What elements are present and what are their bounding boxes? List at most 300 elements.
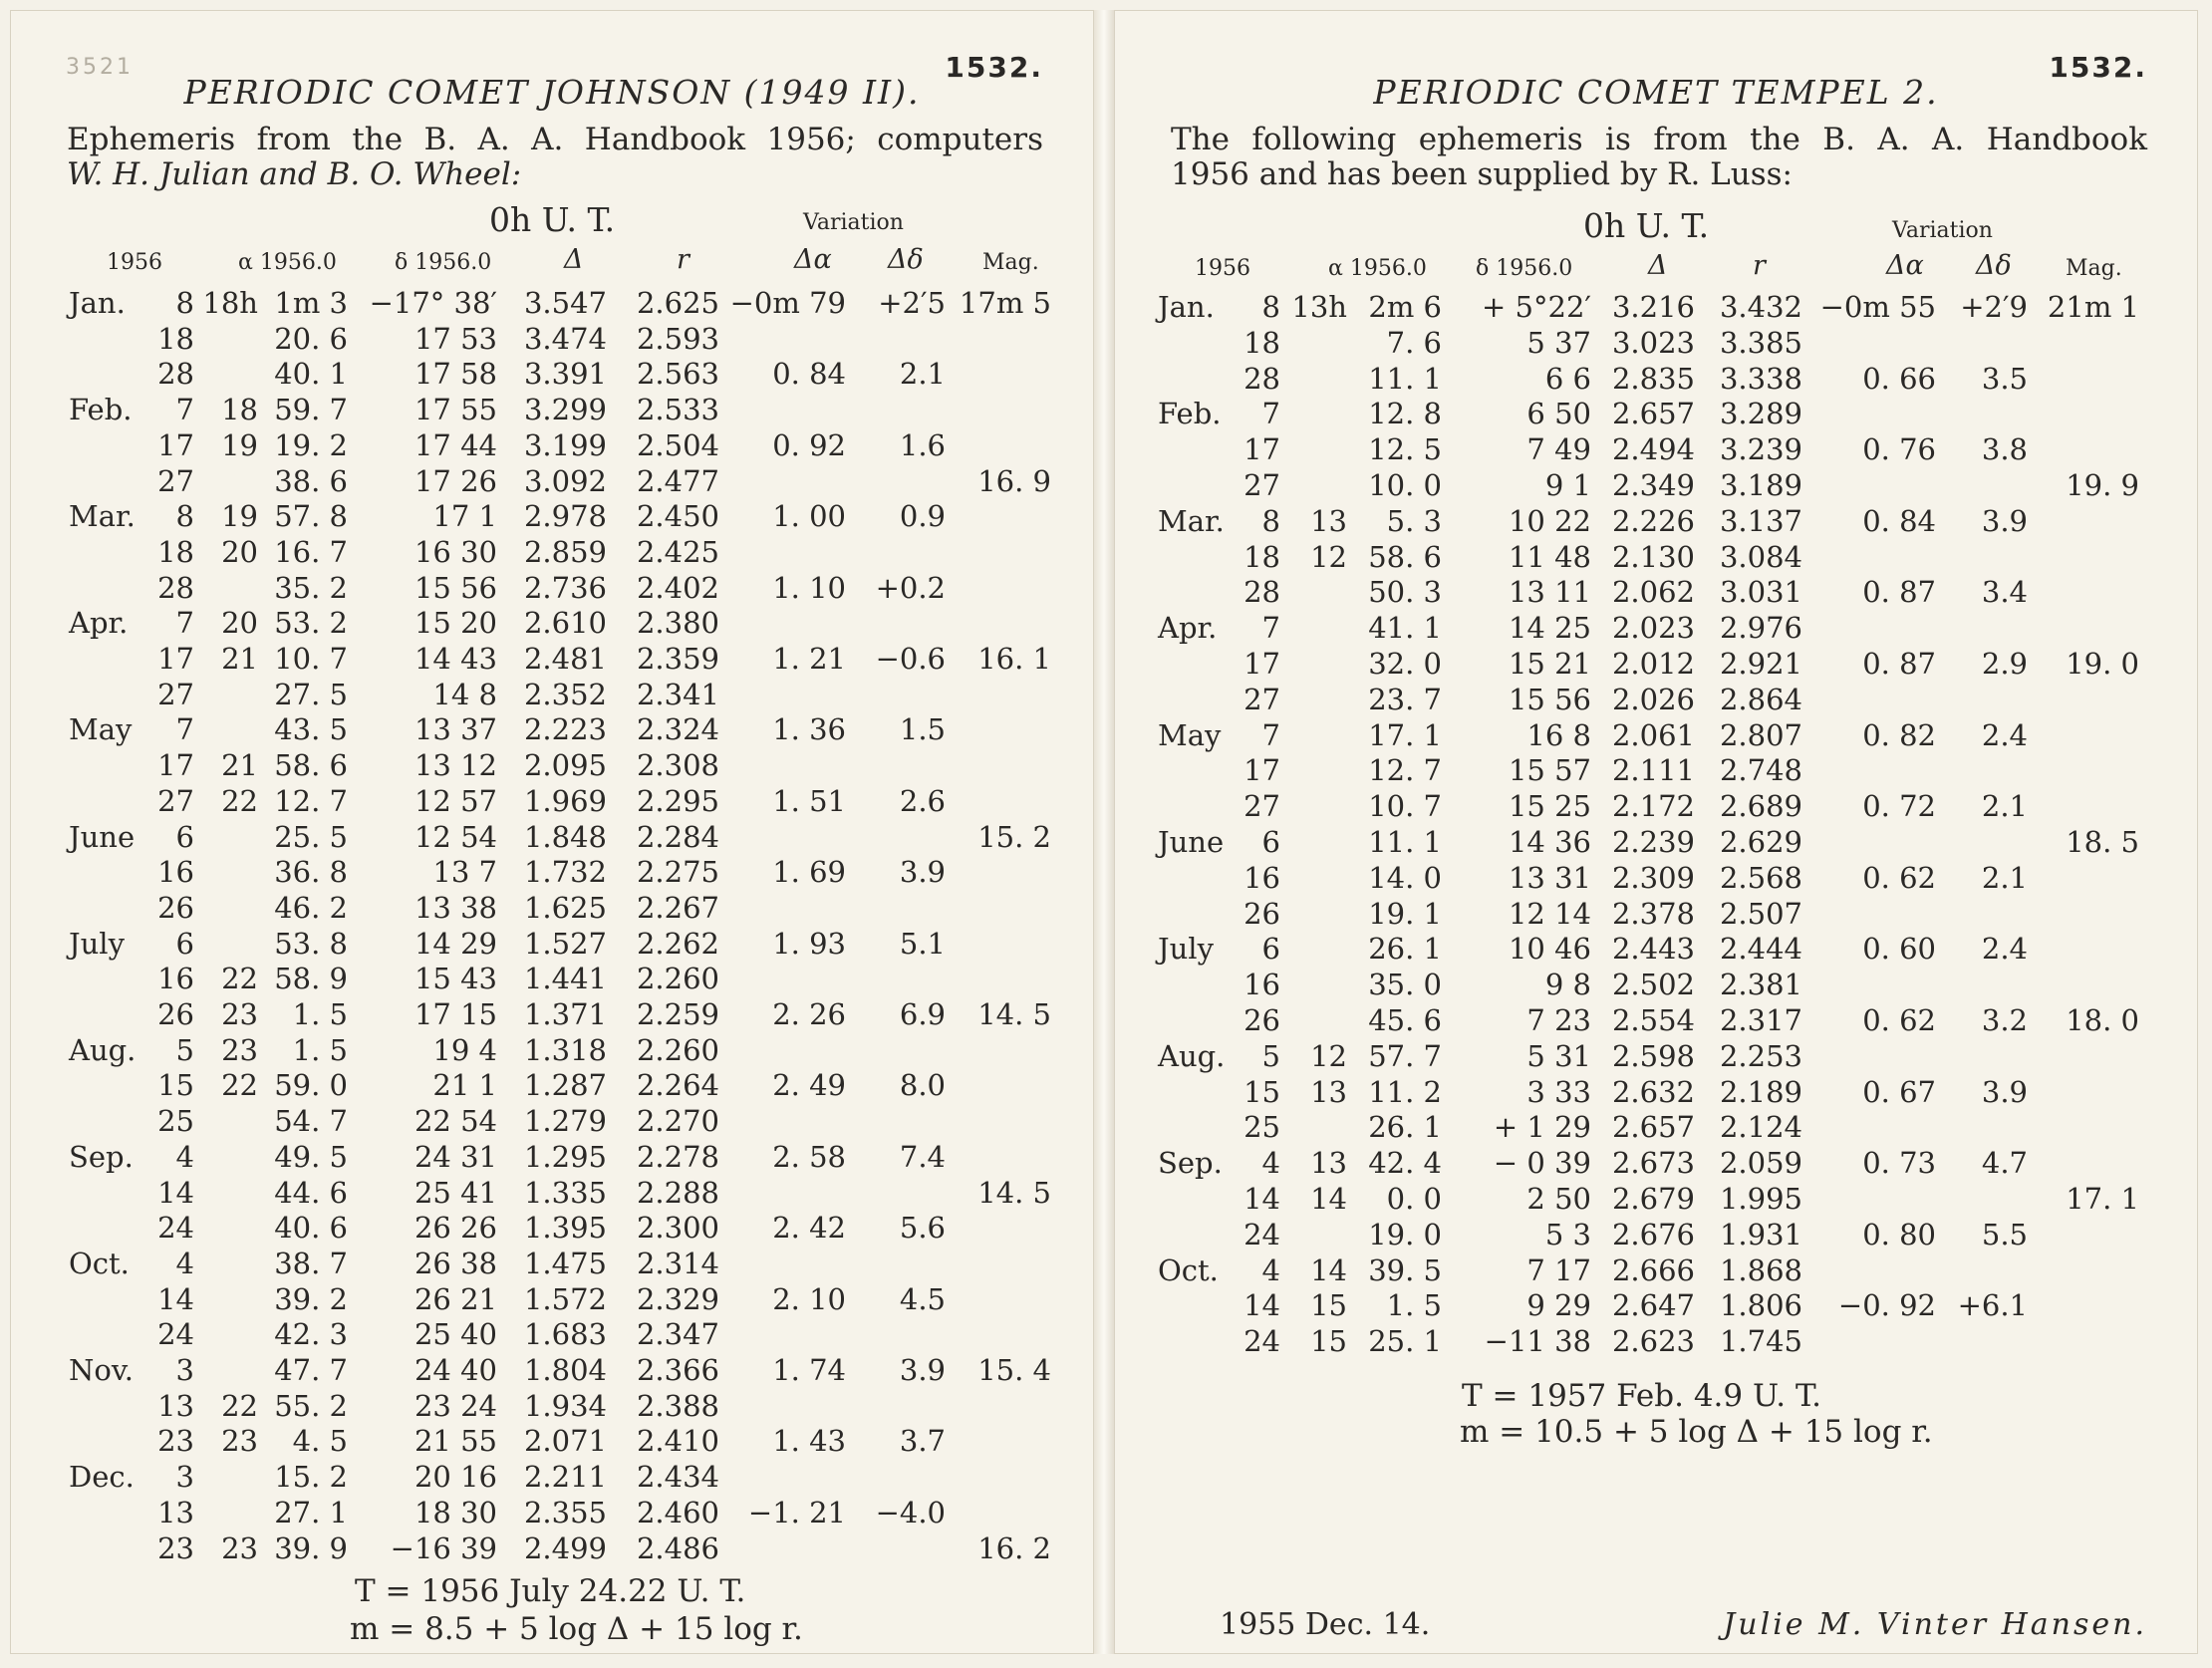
table-cell: 25 — [157, 1104, 194, 1139]
table-row — [11, 784, 1093, 819]
table-row — [11, 464, 1093, 499]
table-cell: 4. 5 — [292, 1424, 348, 1459]
table-cell: 15 — [1310, 1288, 1347, 1323]
table-cell: 7 — [175, 712, 194, 747]
table-cell: 42. 4 — [1368, 1146, 1442, 1181]
table-cell: 2.563 — [636, 357, 719, 392]
table-cell: 1.572 — [523, 1281, 607, 1316]
table-cell: 18. 0 — [2066, 1003, 2139, 1037]
table-cell: 15 — [1310, 1324, 1347, 1359]
table-cell: 16 30 — [414, 534, 497, 569]
table-cell: 26 26 — [414, 1211, 497, 1246]
table-row — [11, 820, 1093, 855]
table-cell: 1.335 — [523, 1175, 607, 1210]
table-cell: 11. 1 — [1368, 361, 1442, 396]
table-cell: 0. 84 — [1862, 503, 1936, 538]
table-cell: 14 — [1244, 1288, 1280, 1323]
table-cell: 47. 7 — [274, 1353, 348, 1387]
table-cell: 2.502 — [1611, 968, 1695, 1002]
table-cell: 15 — [157, 1068, 194, 1103]
table-cell: 3.5 — [1981, 361, 2028, 396]
table-row — [11, 678, 1093, 712]
table-cell: 24 — [1244, 1324, 1280, 1359]
table-cell: 44. 6 — [274, 1175, 348, 1210]
table-cell: 2.1 — [1981, 789, 2028, 824]
table-row — [1115, 897, 2197, 932]
table-cell: 14. 0 — [1368, 860, 1442, 895]
table-cell: 3.9 — [1981, 1074, 2028, 1109]
table-cell: 2.381 — [1719, 968, 1802, 1002]
column-header: Δδ — [888, 244, 924, 275]
table-row — [11, 322, 1093, 357]
table-cell: 38. 7 — [274, 1246, 348, 1280]
table-row — [11, 712, 1093, 747]
table-cell: 1.527 — [523, 926, 607, 961]
table-cell: 2.270 — [636, 1104, 719, 1139]
table-cell: 8 — [175, 286, 194, 320]
table-cell: 14 — [1310, 1252, 1347, 1287]
table-cell: 16. 7 — [274, 534, 348, 569]
table-cell: 1.683 — [523, 1317, 607, 1352]
table-cell: 1.395 — [523, 1211, 607, 1246]
table-cell: 2.9 — [1981, 647, 2028, 681]
column-header: δ 1956.0 — [1476, 256, 1573, 281]
table-cell: 45. 6 — [1368, 1003, 1442, 1037]
table-cell: 13 — [157, 1495, 194, 1529]
table-row — [11, 535, 1093, 570]
table-cell: 2.748 — [1719, 753, 1802, 788]
table-cell: −0.6 — [875, 642, 946, 676]
table-cell: 17. 1 — [1368, 717, 1442, 752]
table-cell: 2.443 — [1611, 932, 1695, 967]
column-header: Δ — [564, 244, 584, 275]
perihelion-time: T = 1957 Feb. 4.9 U. T. — [1462, 1378, 1821, 1414]
table-cell: 0. 66 — [1862, 361, 1936, 396]
table-cell: 0. 62 — [1862, 860, 1936, 895]
table-cell: 16. 9 — [977, 463, 1051, 498]
table-cell: Aug. — [1158, 1038, 1226, 1073]
table-cell: 2.460 — [636, 1495, 719, 1529]
table-cell: 19. 1 — [1368, 896, 1442, 931]
table-cell: 2.679 — [1611, 1182, 1695, 1216]
table-cell: 26 38 — [414, 1246, 497, 1280]
table-cell: 16 — [1244, 860, 1280, 895]
table-cell: 3.023 — [1611, 325, 1695, 360]
card-number: 1532. — [2049, 51, 2147, 84]
table-cell: 17 44 — [414, 427, 497, 462]
table-cell: 3.2 — [1981, 1003, 2028, 1037]
table-cell: 1. 5 — [1386, 1288, 1442, 1323]
table-cell: 7 — [175, 606, 194, 641]
table-cell: 42. 3 — [274, 1317, 348, 1352]
table-cell: 18 — [157, 321, 194, 356]
table-cell: 2.355 — [523, 1495, 607, 1529]
table-row — [11, 571, 1093, 606]
table-cell: 8 — [1261, 503, 1280, 538]
table-cell: 5.6 — [899, 1211, 946, 1246]
table-cell: 28 — [1244, 361, 1280, 396]
table-cell: 17 58 — [414, 357, 497, 392]
table-cell: 0. 82 — [1862, 717, 1936, 752]
table-cell: 10. 7 — [1368, 789, 1442, 824]
table-cell: 3 33 — [1526, 1074, 1591, 1109]
table-cell: 2.402 — [636, 570, 719, 605]
table-row — [11, 1140, 1093, 1175]
table-cell: 18 — [157, 534, 194, 569]
table-cell: 15 56 — [1508, 682, 1591, 716]
table-cell: 14 — [1244, 1182, 1280, 1216]
table-cell: 8 — [1261, 290, 1280, 324]
table-cell: 2.978 — [523, 499, 607, 534]
table-cell: 58. 6 — [274, 748, 348, 783]
table-cell: 16 — [157, 962, 194, 996]
table-cell: Mar. — [1158, 503, 1225, 538]
table-row — [11, 891, 1093, 926]
table-cell: June — [69, 819, 136, 854]
table-row — [11, 1033, 1093, 1068]
table-cell: 1.625 — [523, 890, 607, 925]
table-cell: 2.262 — [636, 926, 719, 961]
table-cell: 2.308 — [636, 748, 719, 783]
table-cell: 1. 00 — [772, 499, 846, 534]
table-cell: 14. 5 — [977, 1175, 1051, 1210]
table-cell: 2.267 — [636, 890, 719, 925]
table-cell: 1.6 — [899, 427, 946, 462]
table-cell: 1.5 — [899, 712, 946, 747]
table-cell: 17 53 — [414, 321, 497, 356]
table-cell: Oct. — [69, 1246, 130, 1280]
table-cell: 1.931 — [1719, 1217, 1802, 1251]
table-cell: 3.9 — [899, 1353, 946, 1387]
table-cell: 7 49 — [1526, 432, 1591, 467]
table-cell: 2.366 — [636, 1353, 719, 1387]
table-row — [1115, 1253, 2197, 1288]
table-cell: 14. 5 — [977, 997, 1051, 1031]
table-cell: 43. 5 — [274, 712, 348, 747]
table-cell: 27 — [157, 463, 194, 498]
table-cell: 14 36 — [1508, 825, 1591, 859]
table-cell: 0. 60 — [1862, 932, 1936, 967]
table-cell: 27 — [1244, 468, 1280, 502]
table-cell: 18 30 — [414, 1495, 497, 1529]
table-cell: 5 31 — [1526, 1038, 1591, 1073]
table-row — [1115, 1288, 2197, 1323]
table-cell: 2.629 — [1719, 825, 1802, 859]
table-cell: 35. 0 — [1368, 968, 1442, 1002]
table-cell: 20 16 — [414, 1460, 497, 1495]
table-cell: 2. 42 — [772, 1211, 846, 1246]
table-cell: 0. 67 — [1862, 1074, 1936, 1109]
column-header: Δ — [1648, 250, 1668, 281]
table-cell: 26. 1 — [1368, 932, 1442, 967]
table-cell: 1.475 — [523, 1246, 607, 1280]
table-cell: +2′9 — [1960, 290, 2028, 324]
table-cell: 24 — [157, 1211, 194, 1246]
table-cell: 4 — [1261, 1252, 1280, 1287]
table-cell: 2.4 — [1981, 717, 2028, 752]
table-cell: 2.259 — [636, 997, 719, 1031]
table-row — [11, 1211, 1093, 1246]
table-cell: +0.2 — [875, 570, 946, 605]
intro-line-1: Ephemeris from the B. A. A. Handbook 1956; computers — [67, 122, 1043, 157]
table-cell: 57. 8 — [274, 499, 348, 534]
card-johnson — [10, 10, 1094, 1654]
table-cell: 15 57 — [1508, 753, 1591, 788]
table-cell: 2.6 — [899, 783, 946, 818]
table-cell: 3.7 — [899, 1424, 946, 1459]
table-cell: 19. 0 — [1368, 1217, 1442, 1251]
table-cell: 13h — [1291, 290, 1347, 324]
table-row — [1115, 611, 2197, 646]
table-cell: 7.4 — [899, 1139, 946, 1174]
table-row — [1115, 540, 2197, 575]
table-cell: 0. 72 — [1862, 789, 1936, 824]
table-row — [11, 1496, 1093, 1530]
table-cell: 28 — [157, 357, 194, 392]
card-tempel — [1114, 10, 2198, 1654]
column-header: α 1956.0 — [1328, 256, 1427, 281]
column-header: r — [1753, 250, 1766, 281]
table-row — [11, 855, 1093, 890]
table-cell: 2.226 — [1611, 503, 1695, 538]
table-cell: 32. 0 — [1368, 647, 1442, 681]
table-cell: −1. 21 — [747, 1495, 846, 1529]
table-row — [11, 1176, 1093, 1211]
table-cell: 13 — [1310, 1074, 1347, 1109]
table-cell: 13 31 — [1508, 860, 1591, 895]
table-cell: 17 — [1244, 432, 1280, 467]
table-cell: 0. 80 — [1862, 1217, 1936, 1251]
table-cell: 5 37 — [1526, 325, 1591, 360]
card-fold — [1094, 10, 1114, 1654]
table-cell: 1. 51 — [772, 783, 846, 818]
table-cell: 1. 21 — [772, 642, 846, 676]
table-row — [1115, 861, 2197, 896]
table-cell: 5 3 — [1544, 1217, 1591, 1251]
table-cell: 2. 10 — [772, 1281, 846, 1316]
table-cell: 12 — [1310, 539, 1347, 574]
column-header: 1956 — [107, 250, 162, 275]
table-cell: 23 24 — [414, 1388, 497, 1423]
table-cell: May — [1158, 717, 1222, 752]
table-cell: 2.444 — [1719, 932, 1802, 967]
table-cell: 8.0 — [899, 1068, 946, 1103]
magnitude-formula: m = 10.5 + 5 log Δ + 15 log r. — [1460, 1414, 1933, 1450]
table-cell: 15 43 — [414, 962, 497, 996]
table-cell: 2.1 — [1981, 860, 2028, 895]
table-cell: 2.568 — [1719, 860, 1802, 895]
table-cell: 2.380 — [636, 606, 719, 641]
column-header: α 1956.0 — [238, 250, 337, 275]
table-row — [11, 1247, 1093, 1281]
table-cell: 2.736 — [523, 570, 607, 605]
table-cell: 1.732 — [523, 855, 607, 890]
table-cell: 2. 26 — [772, 997, 846, 1031]
table-cell: 17 26 — [414, 463, 497, 498]
table-cell: 2.499 — [523, 1530, 607, 1565]
table-cell: − 0 39 — [1493, 1146, 1591, 1181]
table-row — [11, 997, 1093, 1032]
table-cell: 2.632 — [1611, 1074, 1695, 1109]
table-cell: 5.5 — [1981, 1217, 2028, 1251]
table-cell: 24 — [157, 1317, 194, 1352]
table-cell: 14 25 — [1508, 611, 1591, 646]
table-row — [1115, 1003, 2197, 1038]
table-cell: +2′5 — [878, 286, 946, 320]
table-cell: 15 56 — [414, 570, 497, 605]
table-cell: 24 31 — [414, 1139, 497, 1174]
table-cell: 3.289 — [1719, 397, 1802, 431]
table-cell: 14 43 — [414, 642, 497, 676]
table-cell: Apr. — [69, 606, 129, 641]
table-cell: 3.9 — [899, 855, 946, 890]
table-cell: 2.507 — [1719, 896, 1802, 931]
table-row — [11, 1460, 1093, 1495]
table-cell: 2.378 — [1611, 896, 1695, 931]
table-cell: 1.806 — [1719, 1288, 1802, 1323]
table-row — [1115, 1039, 2197, 1074]
table-cell: 7 — [175, 393, 194, 427]
table-cell: Sep. — [69, 1139, 134, 1174]
table-cell: 5 — [175, 1032, 194, 1067]
table-cell: 2.4 — [1981, 932, 2028, 967]
table-cell: 27 — [1244, 789, 1280, 824]
table-cell: 2.309 — [1611, 860, 1695, 895]
table-cell: 55. 2 — [274, 1388, 348, 1423]
table-cell: 2.260 — [636, 1032, 719, 1067]
table-cell: 23 — [221, 1530, 258, 1565]
table-cell: 2.864 — [1719, 682, 1802, 716]
table-cell: 22 — [221, 1388, 258, 1423]
table-row — [11, 1389, 1093, 1424]
table-cell: 4.7 — [1981, 1146, 2028, 1181]
table-cell: 3.137 — [1719, 503, 1802, 538]
table-cell: 21 1 — [432, 1068, 497, 1103]
table-cell: 11. 1 — [1368, 825, 1442, 859]
table-row — [1115, 1146, 2197, 1181]
table-cell: 1.804 — [523, 1353, 607, 1387]
table-cell: 18. 5 — [2066, 825, 2139, 859]
table-cell: 3.474 — [523, 321, 607, 356]
table-cell: 25. 1 — [1368, 1324, 1442, 1359]
table-cell: 1.868 — [1719, 1252, 1802, 1287]
table-cell: 41. 1 — [1368, 611, 1442, 646]
table-row — [1115, 397, 2197, 431]
table-cell: 15. 4 — [977, 1353, 1051, 1387]
table-cell: 2.300 — [636, 1211, 719, 1246]
table-cell: 6 — [175, 819, 194, 854]
table-cell: 2.288 — [636, 1175, 719, 1210]
table-cell: 2.059 — [1719, 1146, 1802, 1181]
table-cell: 36. 8 — [274, 855, 348, 890]
table-row — [1115, 1324, 2197, 1359]
table-cell: Feb. — [69, 393, 133, 427]
table-cell: 19 4 — [432, 1032, 497, 1067]
table-cell: 2.388 — [636, 1388, 719, 1423]
table-cell: 12 57 — [414, 783, 497, 818]
table-row — [11, 962, 1093, 996]
table-cell: 13 38 — [414, 890, 497, 925]
table-cell: 2.324 — [636, 712, 719, 747]
variation-header: Variation — [803, 210, 904, 235]
table-cell: 2.486 — [636, 1530, 719, 1565]
table-cell: 1.934 — [523, 1388, 607, 1423]
table-cell: 18 — [1244, 325, 1280, 360]
table-cell: −4.0 — [875, 1495, 946, 1529]
table-cell: 26 — [157, 890, 194, 925]
table-cell: 0. 0 — [1386, 1182, 1442, 1216]
table-cell: 23 — [157, 1530, 194, 1565]
table-cell: 11. 2 — [1368, 1074, 1442, 1109]
table-cell: 2.625 — [636, 286, 719, 320]
footer-signature: Julie M. Vinter Hansen. — [1723, 1607, 2147, 1642]
table-cell: 3.8 — [1981, 432, 2028, 467]
table-cell: 2.676 — [1611, 1217, 1695, 1251]
table-cell: 8 — [175, 499, 194, 534]
table-cell: 19 — [221, 499, 258, 534]
table-cell: 19. 9 — [2066, 468, 2139, 502]
table-cell: 1. 69 — [772, 855, 846, 890]
table-cell: 1.848 — [523, 819, 607, 854]
table-cell: 17 — [157, 748, 194, 783]
table-cell: 2.807 — [1719, 717, 1802, 752]
table-cell: 16 — [1244, 968, 1280, 1002]
table-cell: 12. 5 — [1368, 432, 1442, 467]
table-cell: 2.976 — [1719, 611, 1802, 646]
table-cell: 2.410 — [636, 1424, 719, 1459]
table-cell: 17. 1 — [2066, 1182, 2139, 1216]
table-cell: 27 — [157, 783, 194, 818]
table-cell: 25 — [1244, 1110, 1280, 1145]
table-cell: 1.969 — [523, 783, 607, 818]
table-cell: 0. 62 — [1862, 1003, 1936, 1037]
table-cell: 1. 5 — [292, 1032, 348, 1067]
table-cell: 5 — [1261, 1038, 1280, 1073]
table-cell: + 1 29 — [1493, 1110, 1591, 1145]
page-title: PERIODIC COMET JOHNSON (1949 II). — [183, 73, 921, 112]
table-cell: 40. 6 — [274, 1211, 348, 1246]
table-row — [1115, 1218, 2197, 1252]
table-cell: 16. 1 — [977, 642, 1051, 676]
table-cell: 23 — [221, 997, 258, 1031]
table-cell: 6 — [175, 926, 194, 961]
table-cell: 6.9 — [899, 997, 946, 1031]
table-cell: 19. 0 — [2066, 647, 2139, 681]
table-cell: 18h — [202, 286, 258, 320]
table-cell: 35. 2 — [274, 570, 348, 605]
intro-line-2: 1956 and has been supplied by R. Luss: — [1171, 156, 1793, 192]
table-cell: 23 — [157, 1424, 194, 1459]
table-cell: 12 — [1310, 1038, 1347, 1073]
table-cell: 21 — [221, 748, 258, 783]
table-cell: 1.287 — [523, 1068, 607, 1103]
table-cell: 15 — [1244, 1074, 1280, 1109]
table-row — [1115, 718, 2197, 753]
table-cell: 2. 49 — [772, 1068, 846, 1103]
table-cell: 59. 0 — [274, 1068, 348, 1103]
footer-date: 1955 Dec. 14. — [1220, 1607, 1431, 1642]
table-row — [11, 1424, 1093, 1459]
table-cell: 1. 43 — [772, 1424, 846, 1459]
table-cell: 1. 5 — [292, 997, 348, 1031]
table-cell: 2.481 — [523, 642, 607, 676]
table-cell: 2.295 — [636, 783, 719, 818]
table-cell: 2.434 — [636, 1460, 719, 1495]
table-cell: 19. 2 — [274, 427, 348, 462]
table-cell: 3.216 — [1611, 290, 1695, 324]
table-cell: 3.092 — [523, 463, 607, 498]
table-cell: Nov. — [69, 1353, 134, 1387]
